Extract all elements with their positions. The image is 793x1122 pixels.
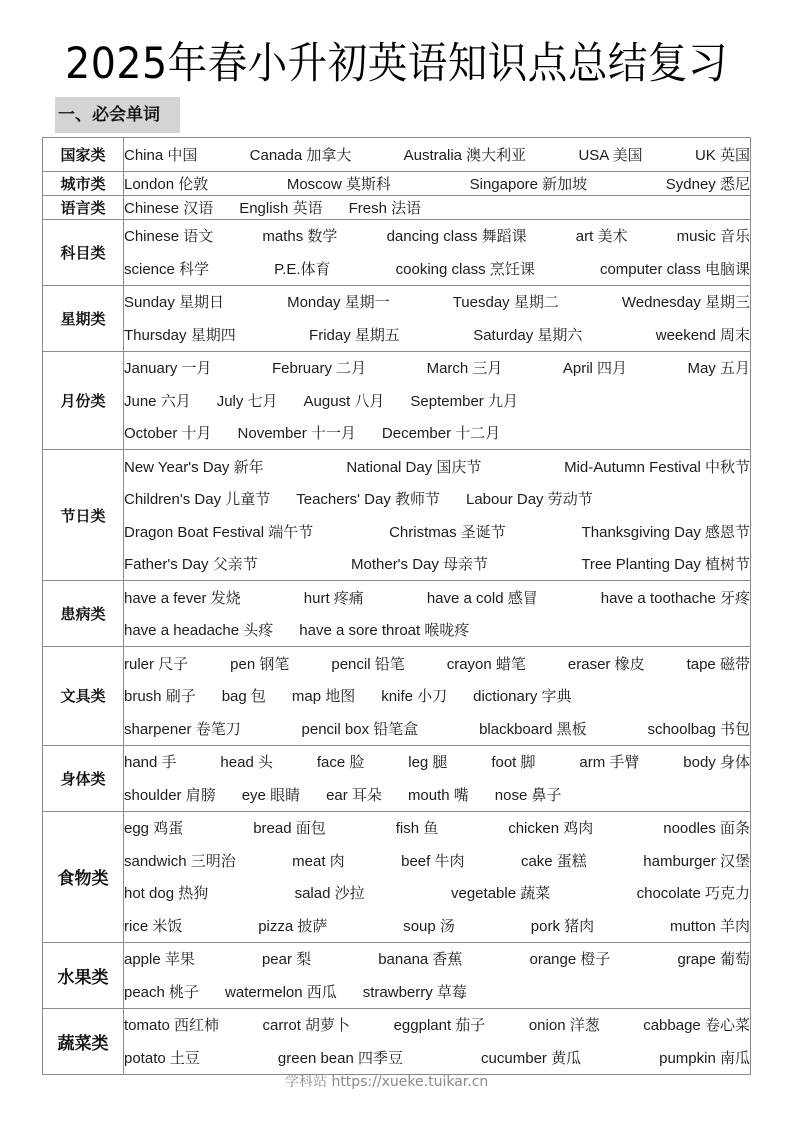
vocab-item: hamburger 汉堡	[643, 852, 750, 870]
category-label: 城市类	[43, 171, 124, 195]
category-words	[124, 647, 751, 746]
vocab-item: May 五月	[687, 360, 750, 378]
vocab-item: English 英语	[239, 199, 323, 217]
vocab-item: Dragon Boat Festival 端午节	[124, 523, 314, 541]
vocab-item: bag 包	[221, 688, 266, 706]
vocab-item: onion 洋葱	[528, 1017, 600, 1035]
vocab-item: computer class 电脑课	[599, 260, 750, 278]
section-heading: 一、必会单词	[55, 97, 180, 133]
vocab-item: pen 钢笔	[230, 655, 290, 673]
category-words	[124, 450, 751, 581]
vocab-item: Sydney 悉尼	[665, 175, 750, 193]
vocab-item: Canada 加拿大	[249, 146, 352, 164]
vocab-item: salad 沙拉	[294, 885, 365, 903]
word-line	[124, 138, 750, 171]
category-label: 月份类	[43, 351, 124, 450]
vocab-item: Mid-Autumn Festival 中秋节	[564, 458, 750, 476]
vocab-item: cooking class 烹饪课	[395, 260, 535, 278]
vocab-item: Sunday 星期日	[124, 294, 225, 312]
vocab-item: have a fever 发烧	[124, 589, 241, 607]
vocab-item: China 中国	[124, 146, 198, 164]
vocab-item: pear 梨	[261, 951, 312, 969]
word-line	[124, 844, 750, 877]
vocab-item: have a cold 感冒	[426, 589, 538, 607]
vocab-item: eye 眼睛	[241, 786, 301, 804]
word-line	[124, 680, 750, 713]
vocab-item: have a sore throat 喉咙疼	[299, 622, 470, 640]
category-label: 语言类	[43, 195, 124, 219]
vocab-item: Chinese 汉语	[124, 199, 214, 217]
vocab-item: Tuesday 星期二	[452, 294, 559, 312]
vocab-item: Moscow 莫斯科	[286, 175, 392, 193]
category-words	[124, 138, 751, 172]
vocab-item: egg 鸡蛋	[124, 820, 184, 838]
vocab-item: blackboard 黑板	[479, 720, 587, 738]
category-words	[124, 285, 751, 351]
vocab-item: map 地图	[291, 688, 356, 706]
word-line	[124, 172, 750, 195]
word-line	[124, 352, 750, 385]
vocab-item: leg 腿	[408, 754, 448, 772]
table-row	[43, 1008, 751, 1074]
vocab-item: have a toothache 牙疼	[600, 589, 750, 607]
category-label: 水果类	[43, 942, 124, 1008]
vocab-item: arm 手臂	[579, 754, 640, 772]
table-row	[43, 811, 751, 942]
vocab-item: tape 磁带	[686, 655, 750, 673]
vocab-item: National Day 国庆节	[346, 458, 482, 476]
vocab-item: music 音乐	[676, 228, 750, 246]
vocab-item: maths 数学	[262, 228, 338, 246]
page-title: 2025年春小升初英语知识点总结复习	[65, 39, 728, 89]
word-line	[124, 943, 750, 976]
category-words	[124, 195, 751, 219]
vocab-item: pork 猪肉	[530, 917, 595, 935]
vocab-item: hurt 疼痛	[303, 589, 364, 607]
category-label: 科目类	[43, 219, 124, 285]
vocab-item: cake 蛋糕	[520, 852, 587, 870]
category-words	[124, 171, 751, 195]
vocab-item: Father's Day 父亲节	[124, 556, 258, 574]
vocab-item: Fresh 法语	[348, 199, 422, 217]
word-line	[124, 220, 750, 253]
vocab-item: tomato 西红柿	[124, 1017, 220, 1035]
vocab-item: noodles 面条	[663, 820, 750, 838]
vocab-item: ruler 尺子	[124, 655, 189, 673]
vocab-item: Chinese 语文	[124, 228, 214, 246]
vocab-item: sandwich 三明治	[124, 852, 236, 870]
word-line	[124, 778, 750, 811]
table-row	[43, 581, 751, 647]
watermark: 学科站 https://xueke.tuikar.cn	[285, 1074, 489, 1090]
category-words	[124, 1008, 751, 1074]
vocab-item: New Year's Day 新年	[124, 458, 264, 476]
vocab-item: December 十二月	[381, 425, 501, 443]
word-line	[124, 975, 750, 1008]
vocab-item: head 头	[220, 754, 273, 772]
category-words	[124, 745, 751, 811]
vocab-item: vegetable 蔬菜	[451, 885, 551, 903]
word-line	[124, 515, 750, 548]
category-label: 身体类	[43, 745, 124, 811]
word-line	[124, 1009, 750, 1042]
vocab-item: mouth 嘴	[407, 786, 469, 804]
category-label: 文具类	[43, 647, 124, 746]
table-row	[43, 195, 751, 219]
category-label: 蔬菜类	[43, 1008, 124, 1074]
vocab-item: Thursday 星期四	[124, 326, 236, 344]
vocab-item: carrot 胡萝卜	[262, 1017, 351, 1035]
vocab-item: eggplant 茄子	[393, 1017, 486, 1035]
vocab-item: ear 耳朵	[326, 786, 382, 804]
vocab-item: dancing class 舞蹈课	[386, 228, 527, 246]
vocab-item: strawberry 草莓	[362, 983, 467, 1001]
vocab-item: rice 米饭	[124, 917, 183, 935]
vocab-item: peach 桃子	[124, 983, 200, 1001]
word-line	[124, 647, 750, 680]
vocab-item: art 美术	[575, 228, 628, 246]
vocab-item: nose 鼻子	[494, 786, 562, 804]
vocab-item: January 一月	[124, 360, 212, 378]
vocab-item: March 三月	[426, 360, 503, 378]
vocab-item: body 身体	[683, 754, 750, 772]
vocab-item: Monday 星期一	[287, 294, 390, 312]
vocab-item: mutton 羊肉	[669, 917, 750, 935]
word-line	[124, 614, 750, 647]
vocab-item: pencil box 铅笔盒	[301, 720, 419, 738]
word-line	[124, 877, 750, 910]
vocab-item: Tree Planting Day 植树节	[581, 556, 750, 574]
category-words	[124, 811, 751, 942]
word-line	[124, 712, 750, 745]
vocab-item: apple 苹果	[124, 951, 195, 969]
vocab-item: London 伦敦	[124, 175, 209, 193]
table-row	[43, 745, 751, 811]
vocab-item: Teachers' Day 教师节	[296, 491, 440, 509]
word-line	[124, 746, 750, 779]
vocab-item: green bean 四季豆	[277, 1049, 403, 1067]
vocab-item: potato 土豆	[124, 1049, 200, 1067]
word-line	[124, 384, 750, 417]
vocab-item: dictionary 字典	[473, 688, 572, 706]
vocab-item: Labour Day 劳动节	[466, 491, 593, 509]
word-line	[124, 196, 750, 219]
vocab-item: September 九月	[410, 392, 518, 410]
vocab-item: pizza 披萨	[258, 917, 328, 935]
vocab-item: soup 汤	[403, 917, 455, 935]
word-line	[124, 252, 750, 285]
table-row	[43, 171, 751, 195]
word-line	[124, 318, 750, 351]
vocab-item: cabbage 卷心菜	[643, 1017, 750, 1035]
category-label: 食物类	[43, 811, 124, 942]
vocab-item: sharpener 卷笔刀	[124, 720, 241, 738]
category-label: 节日类	[43, 450, 124, 581]
vocab-item: chicken 鸡肉	[508, 820, 594, 838]
vocab-item: cucumber 黄瓜	[481, 1049, 582, 1067]
vocab-item: pumpkin 南瓜	[659, 1049, 750, 1067]
word-line	[124, 909, 750, 942]
category-label: 患病类	[43, 581, 124, 647]
vocab-item: orange 橙子	[529, 951, 611, 969]
vocab-item: weekend 周末	[655, 326, 750, 344]
vocab-item: Wednesday 星期三	[621, 294, 750, 312]
vocab-item: pencil 铅笔	[331, 655, 405, 673]
category-words	[124, 942, 751, 1008]
table-row	[43, 138, 751, 172]
word-line	[124, 812, 750, 845]
vocab-item: Christmas 圣诞节	[389, 523, 506, 541]
vocab-item: meat 肉	[292, 852, 345, 870]
category-label: 国家类	[43, 138, 124, 172]
category-words	[124, 581, 751, 647]
vocab-item: hot dog 热狗	[124, 885, 209, 903]
vocabulary-table	[42, 137, 751, 1075]
vocab-item: Friday 星期五	[309, 326, 400, 344]
vocab-item: bread 面包	[253, 820, 326, 838]
table-row	[43, 285, 751, 351]
category-label: 星期类	[43, 285, 124, 351]
vocab-item: UK 英国	[694, 146, 750, 164]
word-line	[124, 548, 750, 581]
category-words	[124, 219, 751, 285]
vocab-item: schoolbag 书包	[647, 720, 750, 738]
table-row	[43, 219, 751, 285]
vocab-item: October 十月	[124, 425, 212, 443]
vocab-item: eraser 橡皮	[567, 655, 645, 673]
table-row	[43, 942, 751, 1008]
vocab-item: P.E.体育	[274, 260, 331, 278]
table-row	[43, 450, 751, 581]
table-row	[43, 647, 751, 746]
vocab-item: July 七月	[216, 392, 278, 410]
vocab-item: have a headache 头疼	[124, 622, 274, 640]
vocab-item: watermelon 西瓜	[225, 983, 337, 1001]
vocab-item: Children's Day 儿童节	[124, 491, 271, 509]
vocab-item: chocolate 巧克力	[636, 885, 750, 903]
vocab-item: Saturday 星期六	[473, 326, 583, 344]
vocab-item: foot 脚	[491, 754, 536, 772]
vocab-item: November 十一月	[237, 425, 356, 443]
vocab-item: Mother's Day 母亲节	[351, 556, 489, 574]
vocab-item: Australia 澳大利亚	[403, 146, 527, 164]
vocab-item: crayon 蜡笔	[446, 655, 526, 673]
vocab-item: USA 美国	[578, 146, 643, 164]
vocab-item: fish 鱼	[395, 820, 439, 838]
word-line	[124, 483, 750, 516]
vocab-item: knife 小刀	[381, 688, 448, 706]
vocab-item: shoulder 肩膀	[124, 786, 216, 804]
category-words	[124, 351, 751, 450]
table-row	[43, 351, 751, 450]
word-line	[124, 417, 750, 450]
word-line	[124, 450, 750, 483]
vocab-item: August 八月	[303, 392, 385, 410]
word-line	[124, 1041, 750, 1074]
vocab-item: Singapore 新加坡	[469, 175, 588, 193]
vocab-item: beef 牛肉	[401, 852, 465, 870]
vocab-item: June 六月	[124, 392, 191, 410]
vocab-item: brush 刷子	[124, 688, 196, 706]
vocab-item: hand 手	[124, 754, 177, 772]
vocab-item: face 脸	[316, 754, 365, 772]
vocab-item: April 四月	[562, 360, 628, 378]
vocab-item: science 科学	[124, 260, 210, 278]
word-line	[124, 581, 750, 614]
word-line	[124, 286, 750, 319]
vocab-item: grape 葡萄	[677, 951, 750, 969]
vocab-item: Thanksgiving Day 感恩节	[581, 523, 750, 541]
vocab-item: February 二月	[271, 360, 367, 378]
vocab-item: banana 香蕉	[378, 951, 463, 969]
